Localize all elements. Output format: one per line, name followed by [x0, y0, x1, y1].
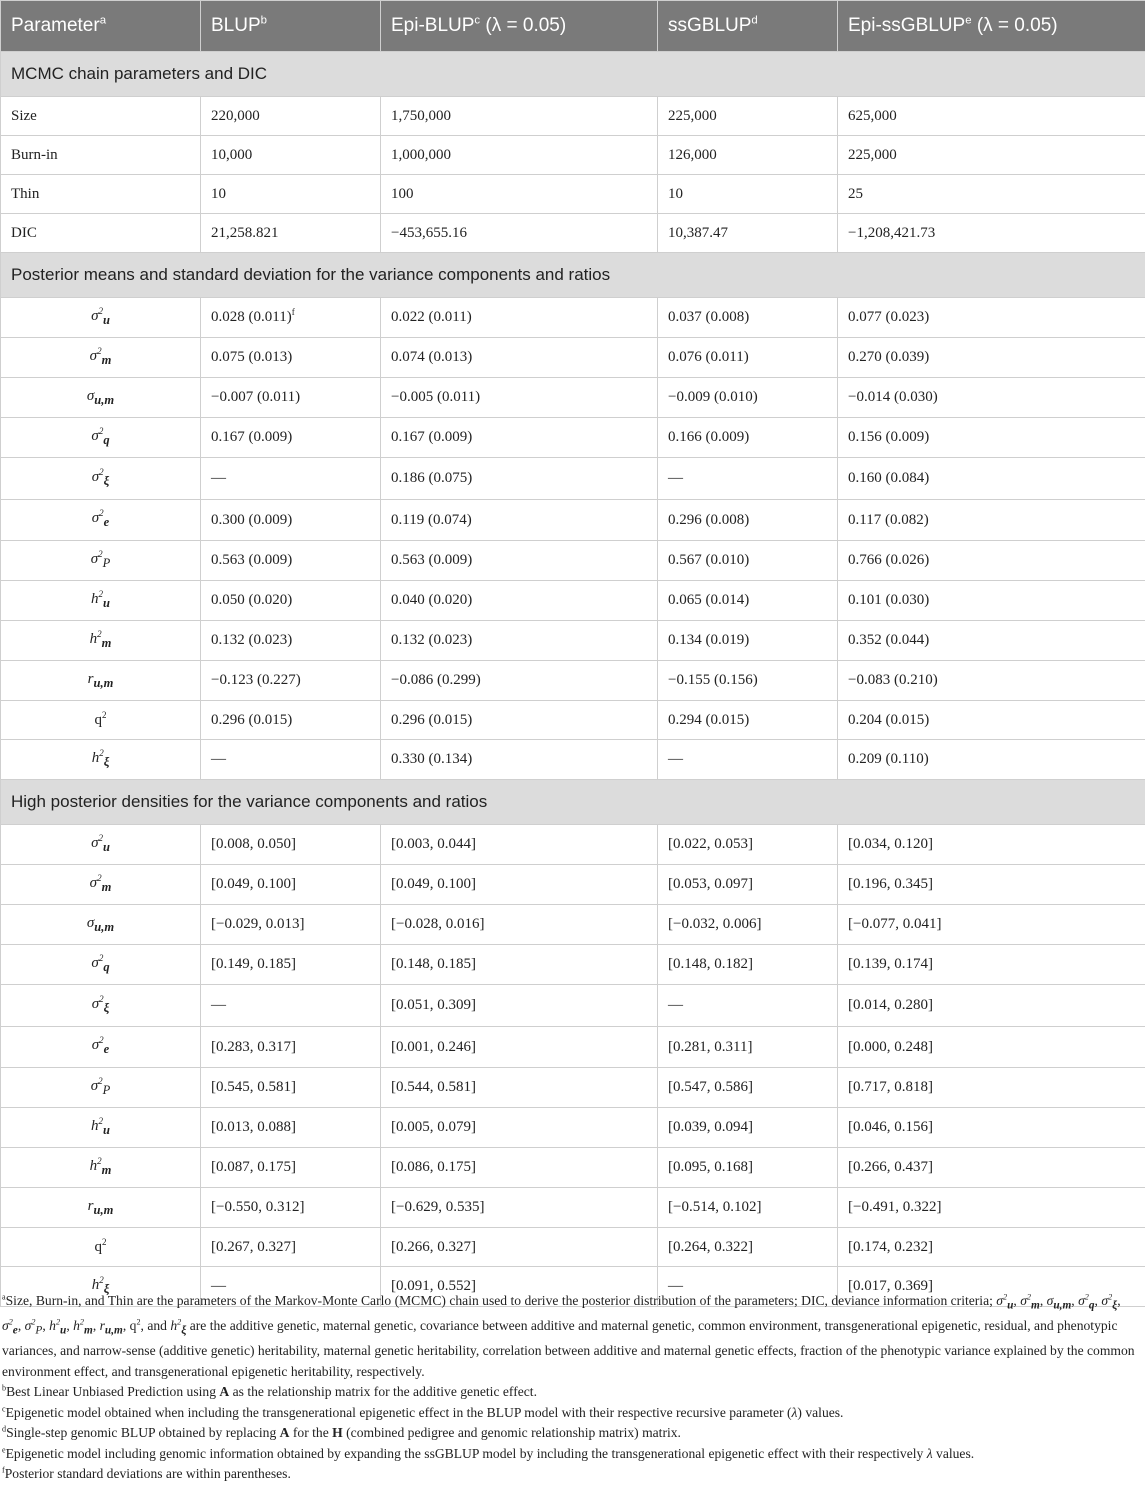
table-row: $\sigma^2_q$ 0.167 (0.009) 0.167 (0.009) 0.166 (0.009) 0.156 (0.009) — [1, 418, 1145, 458]
table-row: $r_{u,m}$ −0.123 (0.227) −0.086 (0.299) −0.155 (0.156) −0.083 (0.210) — [1, 661, 1145, 701]
table-row: Size 220,000 1,750,000 225,000 625,000 — [1, 97, 1145, 136]
header-blup: BLUP$^b$ — [201, 1, 381, 52]
table-row: DIC 21,258.821 −453,655.16 10,387.47 −1,208,421.73 — [1, 214, 1145, 253]
table-row: $r_{u,m}$ [−0.550, 0.312] [−0.629, 0.535] [−0.514, 0.102] [−0.491, 0.322] — [1, 1188, 1145, 1228]
section-header-mcmc: MCMC chain parameters and DIC — [1, 52, 1145, 97]
table-row: $\sigma^2_\xi$ — 0.186 (0.075) — 0.160 (0.084) — [1, 458, 1145, 500]
table-footnotes — [0, 1291, 1138, 1485]
header-parameter: Parameter$^a$ — [1, 1, 201, 52]
header-ssgblup: ssGBLUP$^d$ — [658, 1, 838, 52]
footnote-b: $^b$Best Linear Unbiased Prediction using A as the relationship matrix for the additive genetic effect. — [2, 1382, 1138, 1403]
header-epi-blup: Epi-BLUP$^c$ (λ = 0.05) — [381, 1, 658, 52]
param-sigma2-m: $\sigma^2_m$ — [1, 338, 201, 378]
param-sigma2-p: $\sigma^2_P$ — [1, 541, 201, 581]
param-sigma-um: $\sigma_{u,m}$ — [1, 905, 201, 945]
table-row: $h^2_\xi$ — [0.091, 0.552] — [0.017, 0.369] — [1, 1267, 1145, 1307]
footnote-d: $^d$Single-step genomic BLUP obtained by replacing A for the H (combined pedigree and genomic relationship matrix) matrix. — [2, 1423, 1138, 1444]
param-sigma2-u: $\sigma^2_u$ — [1, 825, 201, 865]
param-sigma2-u: $\sigma^2_u$ — [1, 298, 201, 338]
header-row — [1, 1, 1145, 52]
param-r-um: $r_{u,m}$ — [1, 661, 201, 701]
table-row: $\sigma^2_\xi$ — [0.051, 0.309] — [0.014, 0.280] — [1, 985, 1145, 1027]
table-row: $h^2_m$ [0.087, 0.175] [0.086, 0.175] [0.095, 0.168] [0.266, 0.437] — [1, 1148, 1145, 1188]
table-row: $q^2$ [0.267, 0.327] [0.266, 0.327] [0.264, 0.322] [0.174, 0.232] — [1, 1228, 1145, 1267]
section-header-hpd: High posterior densities for the variance components and ratios — [1, 780, 1145, 825]
section-header-posterior-means: Posterior means and standard deviation for the variance components and ratios — [1, 253, 1145, 298]
param-h2-u: $h^2_u$ — [1, 1108, 201, 1148]
param-sigma2-xi: $\sigma^2_\xi$ — [1, 985, 201, 1027]
table-row: $\sigma^2_e$ [0.283, 0.317] [0.001, 0.246] [0.281, 0.311] [0.000, 0.248] — [1, 1027, 1145, 1068]
param-h2-xi: $h^2_\xi$ — [1, 1267, 201, 1307]
table-row: Thin 10 100 10 25 — [1, 175, 1145, 214]
header-epi-ssgblup: Epi-ssGBLUP$^e$ (λ = 0.05) — [838, 1, 1145, 52]
footnote-f: $^f$Posterior standard deviations are within parentheses. — [2, 1464, 1138, 1485]
param-sigma2-e: $\sigma^2_e$ — [1, 1027, 201, 1068]
table-row: $\sigma^2_q$ [0.149, 0.185] [0.148, 0.185] [0.148, 0.182] [0.139, 0.174] — [1, 945, 1145, 985]
table-row: $\sigma_{u,m}$ −0.007 (0.011) −0.005 (0.011) −0.009 (0.010) −0.014 (0.030) — [1, 378, 1145, 418]
param-h2-u: $h^2_u$ — [1, 581, 201, 621]
param-sigma2-q: $\sigma^2_q$ — [1, 418, 201, 458]
param-h2-m: $h^2_m$ — [1, 621, 201, 661]
table-row: $h^2_u$ 0.050 (0.020) 0.040 (0.020) 0.065 (0.014) 0.101 (0.030) — [1, 581, 1145, 621]
param-sigma-um: $\sigma_{u,m}$ — [1, 378, 201, 418]
param-h2-xi: $h^2_\xi$ — [1, 740, 201, 780]
footnote-e: $^e$Epigenetic model including genomic information obtained by expanding the ssGBLUP model by including the transgenerational epigenetic effect with their respectively λ values. — [2, 1444, 1138, 1465]
param-sigma2-e: $\sigma^2_e$ — [1, 500, 201, 541]
param-sigma2-p: $\sigma^2_P$ — [1, 1068, 201, 1108]
param-sigma2-xi: $\sigma^2_\xi$ — [1, 458, 201, 500]
table-row: $\sigma^2_P$ 0.563 (0.009) 0.563 (0.009) 0.567 (0.010) 0.766 (0.026) — [1, 541, 1145, 581]
table-row: $\sigma_{u,m}$ [−0.029, 0.013] [−0.028, 0.016] [−0.032, 0.006] [−0.077, 0.041] — [1, 905, 1145, 945]
table-row: $\sigma^2_m$ [0.049, 0.100] [0.049, 0.100] [0.053, 0.097] [0.196, 0.345] — [1, 865, 1145, 905]
param-r-um: $r_{u,m}$ — [1, 1188, 201, 1228]
table-row: $q^2$ 0.296 (0.015) 0.296 (0.015) 0.294 (0.015) 0.204 (0.015) — [1, 701, 1145, 740]
param-q2: $q^2$ — [1, 701, 201, 740]
table-row: $h^2_m$ 0.132 (0.023) 0.132 (0.023) 0.134 (0.019) 0.352 (0.044) — [1, 621, 1145, 661]
table-row: $\sigma^2_u$ 0.028 $(0.011)^f$ 0.022 (0.011) 0.037 (0.008) 0.077 (0.023) — [1, 298, 1145, 338]
table-row: $h^2_u$ [0.013, 0.088] [0.005, 0.079] [0.039, 0.094] [0.046, 0.156] — [1, 1108, 1145, 1148]
param-sigma2-q: $\sigma^2_q$ — [1, 945, 201, 985]
table-row: $\sigma^2_P$ [0.545, 0.581] [0.544, 0.581] [0.547, 0.586] [0.717, 0.818] — [1, 1068, 1145, 1108]
table-row: $\sigma^2_u$ [0.008, 0.050] [0.003, 0.044] [0.022, 0.053] [0.034, 0.120] — [1, 825, 1145, 865]
param-h2-m: $h^2_m$ — [1, 1148, 201, 1188]
footnote-c: $^c$Epigenetic model obtained when including the transgenerational epigenetic effect in the BLUP model with their respective recursive parameter (λ) values. — [2, 1403, 1138, 1424]
table-row: $\sigma^2_m$ 0.075 (0.013) 0.074 (0.013) 0.076 (0.011) 0.270 (0.039) — [1, 338, 1145, 378]
param-sigma2-m: $\sigma^2_m$ — [1, 865, 201, 905]
param-q2: $q^2$ — [1, 1228, 201, 1267]
table-row: $h^2_\xi$ — 0.330 (0.134) — 0.209 (0.110) — [1, 740, 1145, 780]
footnote-a: $^a$Size, Burn-in, and Thin are the parameters of the Markov-Monte Carlo (MCMC) chain used to derive the posterior distribution of the parameters; DIC, deviance information criteria; $\sigma^2_u$, $\sigma^2_m$, $\sigma_{u,m}$, $\sigma^2_q$, $\sigma^2_\xi$, $\sigma^2_e$, $\sigma^2_P$, $h^2_u$, $h^2_m$, $r_{u,m}$, $q^2$, and $h^2_\xi$ are the additive genetic, maternal genetic, covariance between additive and maternal genetic, common environment, transgenerational epigenetic, residual, and phenotypic variances, and narrow-sense (additive genetic) heritability, maternal genetic heritability, correlation between additive and maternal genetic effects, fraction of the phenotypic variance explained by the common environment effect, and transgenerational epigenetic heritability, respectively. — [2, 1291, 1138, 1382]
table-row: $\sigma^2_e$ 0.300 (0.009) 0.119 (0.074) 0.296 (0.008) 0.117 (0.082) — [1, 500, 1145, 541]
table-row: Burn-in 10,000 1,000,000 126,000 225,000 — [1, 136, 1145, 175]
